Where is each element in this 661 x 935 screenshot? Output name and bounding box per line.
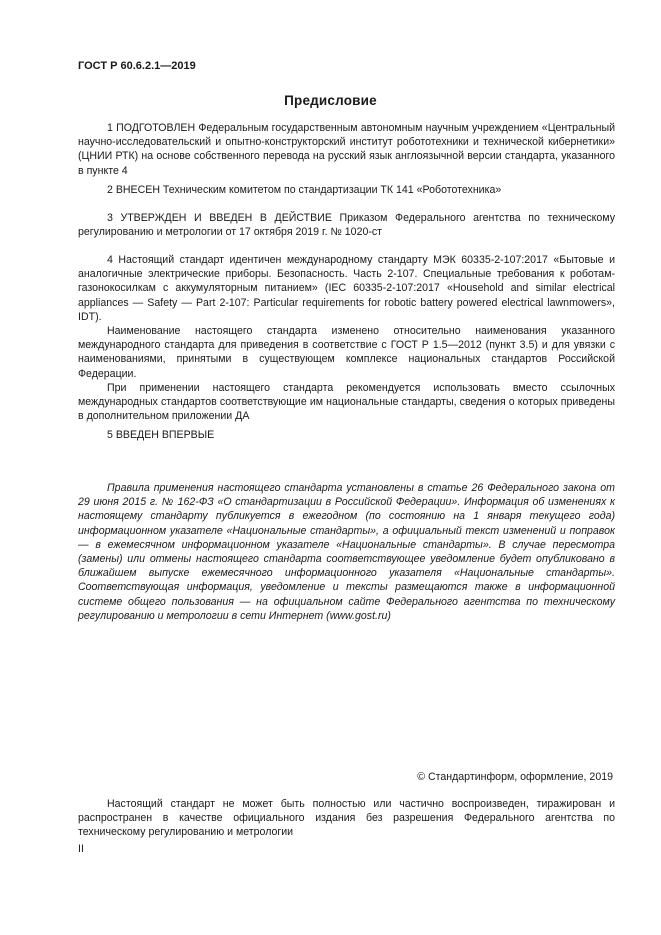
preface-item-1 [78, 121, 615, 178]
page-title: Предисловие [284, 93, 377, 108]
preface-item-5 [78, 428, 615, 442]
preface-item-4-text: 4 Настоящий стандарт идентичен международному стандарту МЭК 60335-2-107:2017 «Бытовые и аналогичные электрические приборы. Безопасность. Часть 2-107. Специальные требования к роботам-газонокосилкам с аккумуляторным питанием» (IEC 60335-2-107:2017 «Household and similar electrical appliances — Safety — Part 2-107: Particular requirements for robotic battery powered electrical lawnmowers», IDT). [78, 254, 615, 323]
preface-item-2-text: 2 ВНЕСЕН Техническим комитетом по стандартизации ТК 141 «Робототехника» [107, 184, 502, 196]
reproduction-notice: Настоящий стандарт не может быть полностью или частично воспроизведен, тиражирован и распространен в качестве официального издания без разрешения Федерального агентства по техническому регулированию и метрологии [78, 798, 615, 839]
rules-notice [78, 481, 615, 623]
preface-item-4-reference-note: При применении настоящего стандарта рекомендуется использовать вместо ссылочных международных стандартов соответствующие им национальные стандарты, сведения о которых приведены в дополнительном приложении ДА [78, 381, 615, 423]
preface-item-3-text: 3 УТВЕРЖДЕН И ВВЕДЕН В ДЕЙСТВИЕ Приказом Федерального агентства по техническому регулированию и метрологии от 17 октября 2019 г. № 1020-ст [78, 212, 615, 239]
preface-item-1-text: 1 ПОДГОТОВЛЕН Федеральным государственным автономным научным учреждением «Центральный научно-исследовательский и опытно-конструкторский институт робототехники и технической кибернетики» (ЦНИИ РТК) на основе собственного перевода на русский язык англоязычной версии стандарта, указанного в пункте 4 [78, 122, 615, 177]
preface-item-4-name-note: Наименование настоящего стандарта изменено относительно наименования указанного международного стандарта для приведения в соответствие с ГОСТ Р 1.5—2012 (пункт 3.5) и для увязки с наименованиями, принятыми в существующем комплексе национальных стандартов Российской Федерации. [78, 325, 615, 380]
standard-code: ГОСТ Р 60.6.2.1—2019 [78, 60, 196, 72]
preface-item-4 [78, 253, 615, 423]
preface-item-5-text: 5 ВВЕДЕН ВПЕРВЫЕ [107, 429, 215, 441]
rules-notice-text: Правила применения настоящего стандарта установлены в статье 26 Федерального закона от 29 июня 2015 г. № 162-ФЗ «О стандартизации в Российской Федерации». Информация об изменениях к настоящему стандарту публикуется в ежегодном (по состоянию на 1 января текущего года) информационном указателе «Национальные стандарты», а официальный текст изменений и поправок — в ежемесячном информационном указателе «Национальные стандарты». В случае пересмотра (замены) или отмены настоящего стандарта соответствующее уведомление будет опубликовано в ближайшем выпуске ежемесячного информационного указателя «Национальные стандарты». Соответствующая информация, уведомление и тексты размещаются также в информационной системе общего пользования — на официальном сайте Федерального агентства по техническому регулированию и метрологии в сети Интернет (www.gost.ru) [78, 482, 615, 622]
preface-item-2 [78, 183, 615, 197]
copyright: © Стандартинформ, оформление, 2019 [417, 771, 613, 783]
page-number: II [78, 843, 84, 855]
preface-item-3 [78, 211, 615, 239]
